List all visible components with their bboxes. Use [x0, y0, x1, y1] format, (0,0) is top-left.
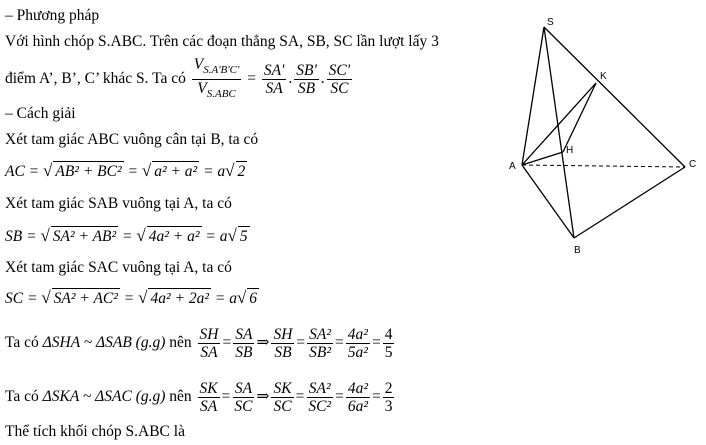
ratio-sa-fraction: $\frac{SA'}{SA}$	[263, 62, 285, 98]
method-heading: – Phương pháp	[5, 7, 100, 24]
method-text-2: điểm A’, B’, C’ khác S. Ta có	[5, 70, 186, 88]
edge-ac-hidden	[522, 165, 685, 167]
step1-text: Xét tam giác ABC vuông cân tại B, ta có	[5, 131, 259, 148]
ratio-sc-fraction: $\frac{SC'}{SC}$	[328, 62, 351, 98]
label-a: A	[509, 161, 516, 172]
label-h: H	[566, 145, 574, 156]
step5-formula: Ta có ΔSKA ~ ΔSAC (g.g) nên $\frac{SK}{SA}$ = $\frac{SA}{SC}$ ⇒ $\frac{SK}{SC}$ = $\frac{\text{SA²}}{\text{SC²}}$ = $\frac{\text{4a²}}{\text{6a²}}$ = $\frac{2}{3}$	[5, 380, 393, 415]
label-b: B	[574, 245, 581, 256]
ratio-sb-fraction: $\frac{SB'}{SB}$	[296, 62, 317, 98]
label-k: K	[600, 71, 607, 82]
edge-sb	[544, 27, 574, 238]
pyramid-figure	[500, 5, 706, 265]
label-s: S	[547, 17, 554, 28]
edge-bc	[574, 167, 685, 238]
edge-ab	[522, 165, 574, 238]
step3-text: Xét tam giác SAC vuông tại A, ta có	[5, 259, 232, 276]
step6-text: Thể tích khối chóp S.ABC là	[5, 423, 185, 440]
step4-formula: Ta có ΔSHA ~ ΔSAB (g.g) nên $\frac{SH}{SA}$ = $\frac{SA}{SB}$ ⇒ $\frac{SH}{SB}$ = $\frac{\text{SA²}}{\text{SB²}}$ = $\frac{\text{4a²}}{\text{5a²}}$ = $\frac{4}{5}$	[5, 326, 393, 361]
segment-kh	[563, 83, 596, 152]
step2-formula: SB = √ SA² + AB² = √ 4a² + a² = a√ 5	[5, 226, 248, 245]
step1-formula: AC = √ AB² + BC² = √ a² + a² = a√ 2	[5, 161, 246, 180]
step3-formula: SC = √ SA² + AC² = √ 4a² + 2a² = a√ 6	[5, 288, 258, 307]
method-text-1: Với hình chóp S.ABC. Trên các đoạn thẳng SA, SB, SC lần lượt lấy 3	[5, 33, 439, 50]
step2-text: Xét tam giác SAB vuông tại A, ta có	[5, 195, 232, 212]
solution-heading: – Cách giải	[5, 105, 76, 122]
method-formula-line: điểm A’, B’, C’ khác S. Ta có $\frac{V_{S.A'B'C'}}{V_{S.ABC}}$ = $\frac{SA'}{SA}$ . $\frac{SB'}{SB}$ . $\frac{SC'}{SC}$	[5, 56, 354, 103]
label-c: C	[689, 159, 697, 170]
volume-ratio-fraction: $\frac{V_{S.A'B'C'}}{V_{S.ABC}}$	[193, 56, 240, 101]
